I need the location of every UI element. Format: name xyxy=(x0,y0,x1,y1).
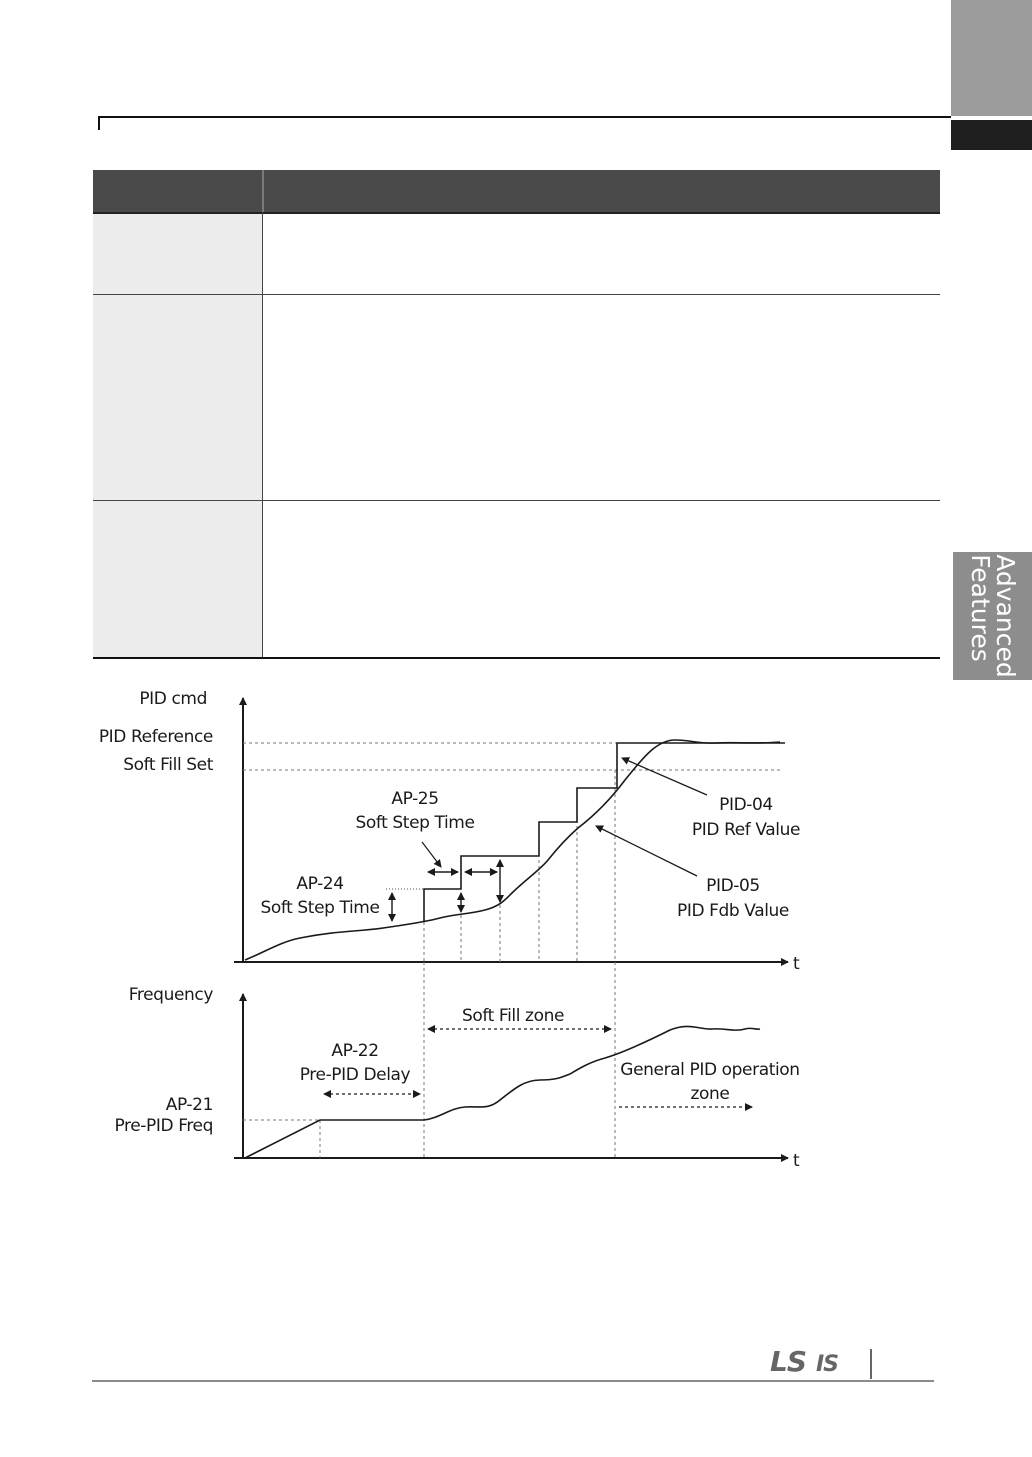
header-rule xyxy=(98,116,951,118)
table-header-separator xyxy=(262,170,264,212)
ap25-pointer xyxy=(422,842,441,867)
chapter-tab-marker xyxy=(951,120,1032,150)
parameter-table xyxy=(93,170,940,659)
section-tab-label: Advanced Features xyxy=(965,554,1020,678)
top-y-axis-title: PID cmd xyxy=(139,689,207,709)
ap22-name: Pre-PID Delay xyxy=(299,1065,411,1085)
pid05-name: PID Fdb Value xyxy=(676,901,790,921)
frequency-curve xyxy=(245,1026,760,1158)
ap24-code: AP-24 xyxy=(296,874,344,894)
ap24-height-arrows xyxy=(392,860,500,921)
footer-separator xyxy=(870,1349,872,1379)
footer-rule xyxy=(92,1380,934,1382)
general-pid-zone-line1: General PID operation xyxy=(620,1060,800,1080)
top-x-axis-label: t xyxy=(793,954,800,974)
pid-reference-label: PID Reference xyxy=(98,727,213,747)
general-pid-zone-line2: zone xyxy=(690,1084,730,1104)
pid-feedback-curve xyxy=(245,740,780,960)
header-tick xyxy=(98,116,100,130)
ls-is-logo xyxy=(770,1344,854,1376)
bottom-x-axis-label: t xyxy=(793,1151,800,1171)
table-row-2-label-cell xyxy=(93,295,262,500)
svg-text:LS: LS xyxy=(770,1345,807,1376)
ap25-code: AP-25 xyxy=(391,789,439,809)
ap24-name: Soft Step Time xyxy=(260,898,380,918)
table-bottom-rule xyxy=(93,657,940,659)
pid05-pointer xyxy=(596,826,697,876)
soft-fill-zone-label: Soft Fill zone xyxy=(461,1006,565,1026)
pid04-code: PID-04 xyxy=(719,795,773,815)
soft-fill-set-label: Soft Fill Set xyxy=(123,755,213,775)
soft-fill-timing-diagram xyxy=(0,660,1032,1200)
ap25-name: Soft Step Time xyxy=(355,813,475,833)
table-header xyxy=(93,170,940,214)
svg-text:IS: IS xyxy=(816,1352,839,1376)
table-column-divider xyxy=(262,212,263,658)
pid05-code: PID-05 xyxy=(706,876,760,896)
table-row-1-label-cell xyxy=(93,214,262,294)
chapter-tab-top xyxy=(951,0,1032,116)
table-row-3-label-cell xyxy=(93,501,262,657)
ap21-code: AP-21 xyxy=(165,1095,213,1115)
pid04-pointer xyxy=(622,758,707,795)
ap22-code: AP-22 xyxy=(331,1041,379,1061)
bottom-y-axis-title: Frequency xyxy=(128,985,213,1005)
pid04-name: PID Ref Value xyxy=(691,820,801,840)
ap21-name: Pre-PID Freq xyxy=(114,1116,213,1136)
